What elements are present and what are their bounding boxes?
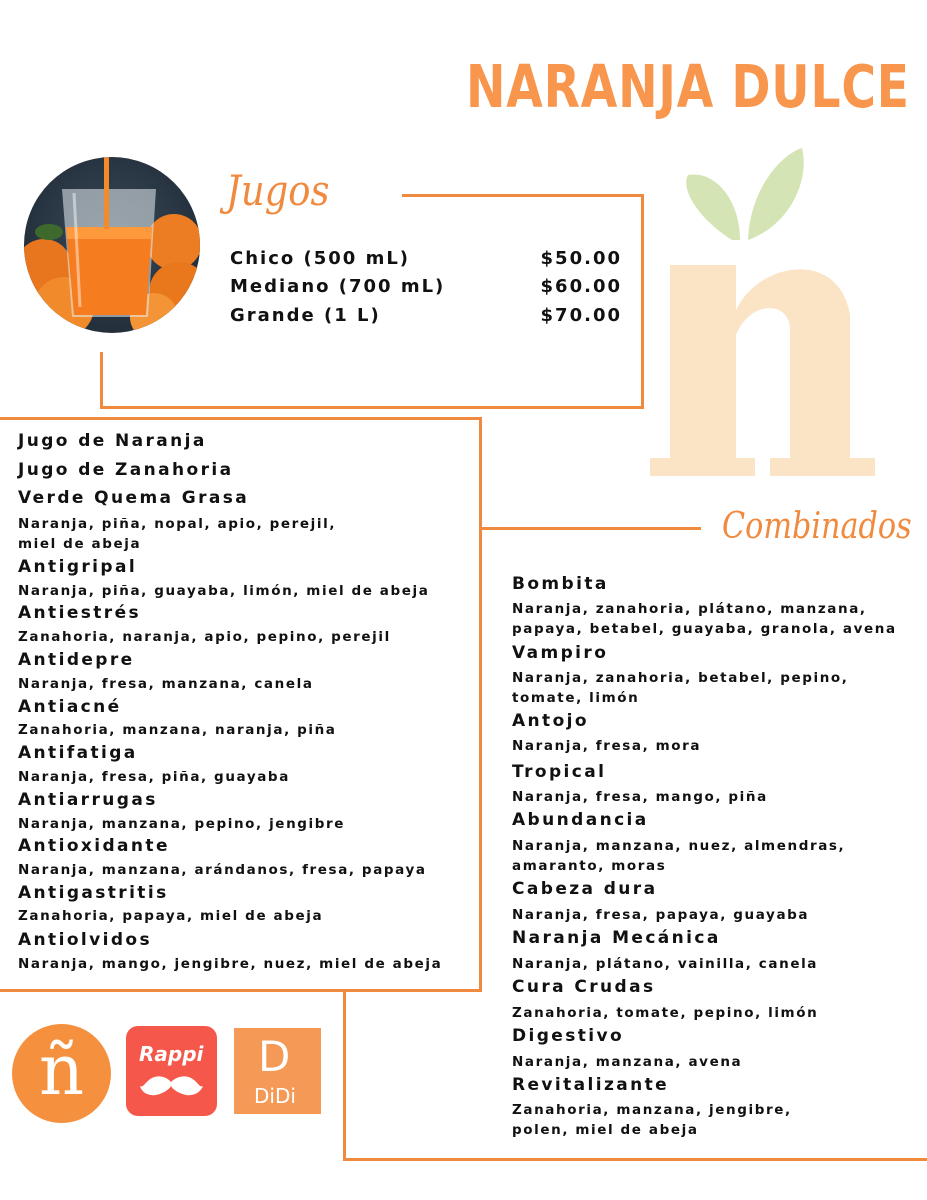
combo-item-name: Tropical (512, 762, 607, 782)
list-frame-right (479, 417, 482, 992)
combo-item-desc: Naranja, manzana, nuez, almendras, (512, 838, 846, 854)
juice-item-name: Antioxidante (18, 836, 170, 856)
juice-item-name: Antigastritis (18, 883, 169, 903)
combo-item-desc: Naranja, plátano, vainilla, canela (512, 956, 819, 972)
juice-item-name: Jugo de Naranja (18, 431, 207, 451)
juice-item-desc: Naranja, piña, nopal, apio, perejil, (18, 516, 337, 532)
combo-item-desc: Naranja, zanahoria, plátano, manzana, (512, 601, 867, 617)
combinados-frame-bottom (343, 1158, 927, 1161)
jugos-frame-left (100, 352, 103, 409)
combo-item-desc: amaranto, moras (512, 858, 667, 874)
combo-item-desc: papaya, betabel, guayaba, granola, avena (512, 621, 897, 637)
combo-item-name: Naranja Mecánica (512, 928, 721, 948)
didi-logo-glyph: D (258, 1032, 291, 1081)
page-title: NARANJA DULCE (466, 52, 910, 121)
naranja-dulce-app-badge[interactable] (12, 1024, 111, 1123)
combo-item-desc: Naranja, fresa, papaya, guayaba (512, 907, 810, 923)
combo-item-name: Revitalizante (512, 1075, 670, 1095)
rappi-label: Rappi (139, 1042, 204, 1066)
size-label: Mediano (700 mL) (230, 276, 446, 297)
combo-item-desc: Naranja, fresa, mora (512, 738, 702, 754)
juice-item-desc: Naranja, fresa, piña, guayaba (18, 769, 290, 785)
combinados-frame-left (343, 989, 346, 1161)
combo-item-name: Antojo (512, 711, 589, 731)
list-frame-top (0, 417, 482, 420)
size-label: Grande (1 L) (230, 305, 381, 326)
price-label: $70.00 (540, 305, 622, 326)
combo-item-desc: polen, miel de abeja (512, 1122, 699, 1138)
juice-item-desc: Naranja, mango, jengibre, nuez, miel de abeja (18, 956, 443, 972)
combinados-connector (479, 527, 701, 530)
juice-item-name: Antiarrugas (18, 790, 158, 810)
price-label: $50.00 (540, 248, 622, 269)
juice-item-name: Antiacné (18, 697, 122, 717)
combo-item-desc: Naranja, manzana, avena (512, 1054, 743, 1070)
combo-item-name: Digestivo (512, 1026, 625, 1046)
juice-photo (24, 157, 200, 333)
jugos-frame-bottom (100, 406, 644, 409)
juice-item-name: Antiestrés (18, 603, 142, 623)
juice-item-name: Antidepre (18, 650, 135, 670)
juice-item-desc: Naranja, fresa, manzana, canela (18, 676, 314, 692)
combo-item-name: Bombita (512, 574, 609, 594)
rappi-badge[interactable] (126, 1026, 217, 1116)
juice-item-name: Verde Quema Grasa (18, 488, 250, 508)
price-row (230, 248, 622, 274)
combo-item-name: Vampiro (512, 643, 609, 663)
mustache-icon (140, 1074, 203, 1098)
brand-logo-watermark (640, 140, 900, 485)
didi-label: DiDi (254, 1084, 296, 1108)
juice-item-desc: Naranja, manzana, pepino, jengibre (18, 816, 346, 832)
jugos-heading: Jugos (226, 166, 330, 215)
combo-item-desc: Naranja, zanahoria, betabel, pepino, (512, 670, 849, 686)
didi-badge[interactable] (234, 1028, 321, 1114)
size-label: Chico (500 mL) (230, 248, 411, 269)
jugos-frame-top (402, 194, 644, 197)
jugos-frame-right (641, 194, 644, 409)
juice-item-desc: Zanahoria, papaya, miel de abeja (18, 908, 324, 924)
juice-item-desc: miel de abeja (18, 536, 142, 552)
juice-item-desc: Zanahoria, naranja, apio, pepino, perejil (18, 629, 391, 645)
brand-logo-letter: ñ (39, 1029, 85, 1111)
combo-item-name: Cabeza dura (512, 879, 658, 899)
price-row (230, 276, 622, 302)
combo-item-desc: Naranja, fresa, mango, piña (512, 789, 768, 805)
juice-item-name: Antifatiga (18, 743, 138, 763)
juice-item-name: Antigripal (18, 557, 138, 577)
juice-item-desc: Naranja, manzana, arándanos, fresa, papaya (18, 862, 427, 878)
combo-item-name: Cura Crudas (512, 977, 656, 997)
combinados-heading: Combinados (722, 506, 912, 547)
price-label: $60.00 (540, 276, 622, 297)
price-row (230, 305, 622, 331)
combo-item-desc: Zanahoria, manzana, jengibre, (512, 1102, 792, 1118)
list-frame-bottom (0, 989, 482, 992)
combo-item-desc: tomate, limón (512, 690, 640, 706)
juice-item-desc: Naranja, piña, guayaba, limón, miel de abeja (18, 583, 430, 599)
combo-item-name: Abundancia (512, 810, 649, 830)
juice-item-name: Jugo de Zanahoria (18, 460, 234, 480)
juice-item-name: Antiolvidos (18, 930, 152, 950)
juice-item-desc: Zanahoria, manzana, naranja, piña (18, 722, 337, 738)
combo-item-desc: Zanahoria, tomate, pepino, limón (512, 1005, 819, 1021)
